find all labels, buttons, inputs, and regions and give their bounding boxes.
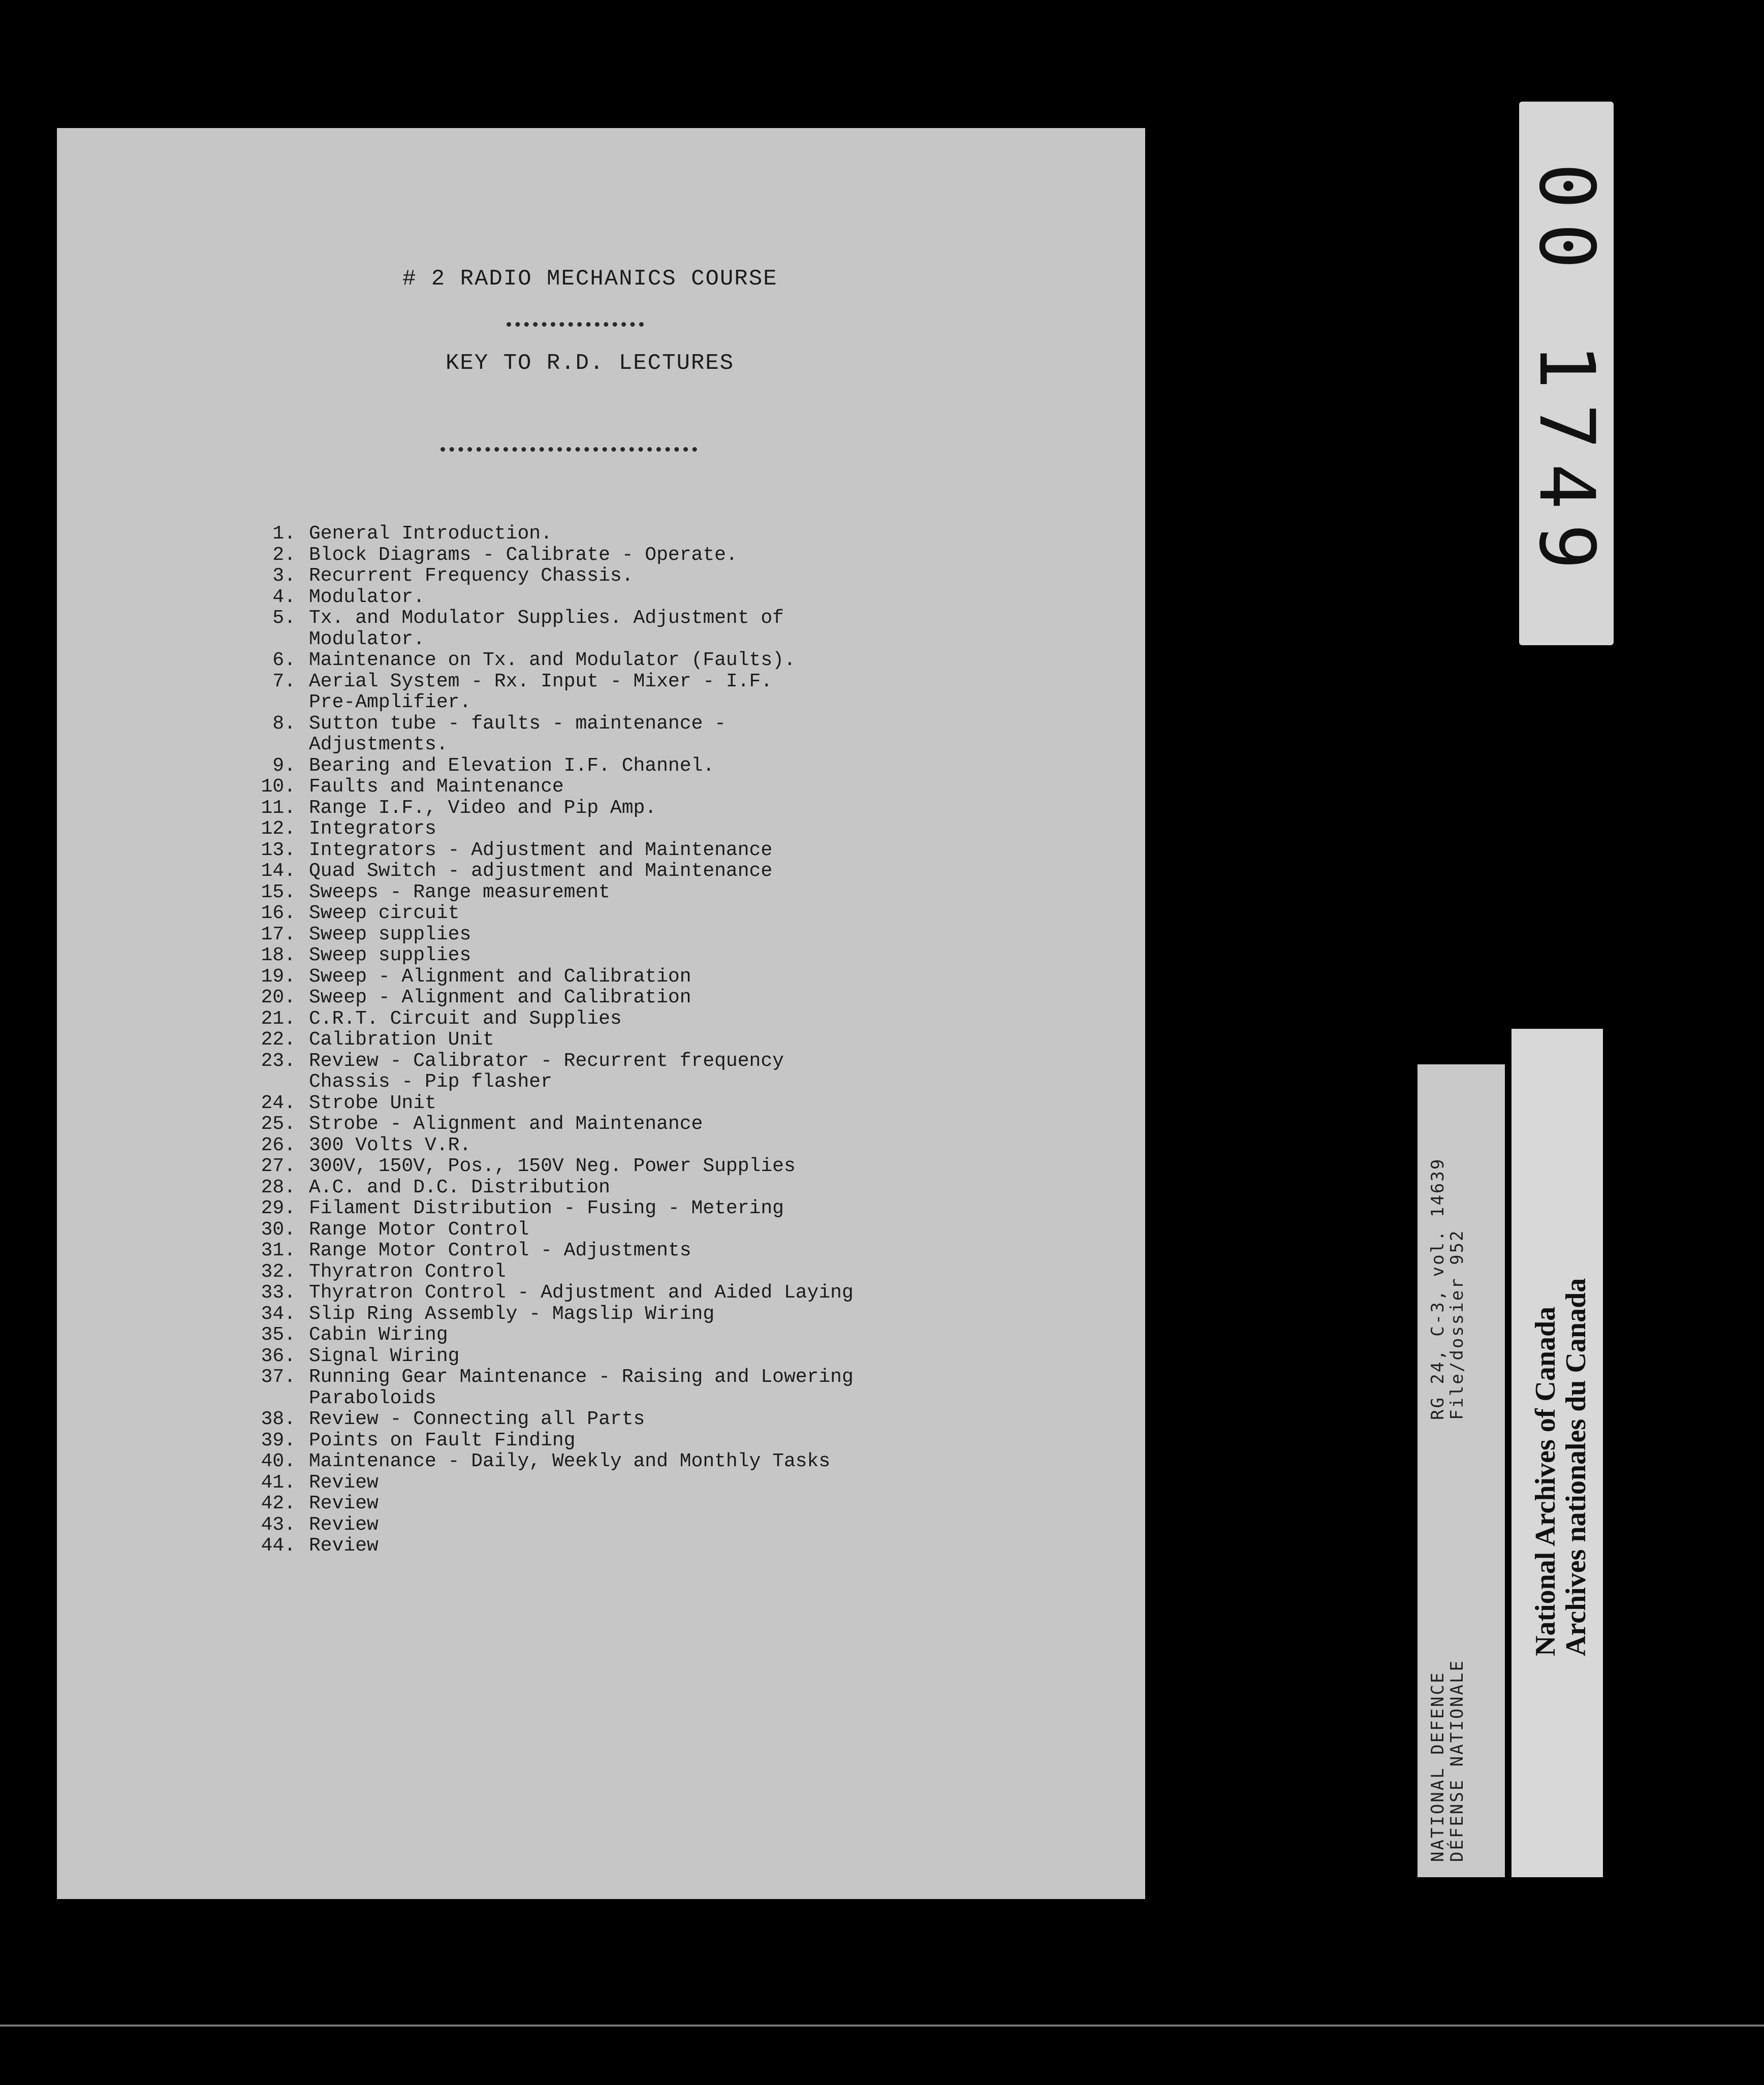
lecture-title: Review: [309, 1493, 379, 1514]
lecture-number: 29.: [261, 1197, 296, 1219]
lecture-item: [235, 755, 1139, 777]
lecture-title: Modulator.: [309, 628, 425, 650]
lecture-number: 41.: [261, 1471, 296, 1494]
lecture-item: [235, 1240, 1139, 1261]
document-subtitle: KEY TO R.D. LECTURES: [446, 351, 735, 376]
dept-name-fr: DÉFENSE NATIONALE: [1447, 1659, 1467, 1862]
lecture-number: 20.: [261, 987, 296, 1008]
lecture-title: Range Motor Control: [309, 1218, 529, 1241]
lecture-item-continuation: [235, 629, 1139, 650]
lecture-title: Sweep circuit: [309, 902, 460, 924]
lecture-title: 300V, 150V, Pos., 150V Neg. Power Supplies: [309, 1155, 796, 1177]
lecture-number: 7.: [272, 670, 296, 692]
lecture-number: 33.: [261, 1282, 296, 1304]
lecture-title: 300 Volts V.R.: [309, 1134, 471, 1156]
lecture-number: 17.: [261, 923, 296, 945]
lecture-number: 13.: [261, 839, 296, 861]
lecture-item: [235, 882, 1139, 903]
lecture-number: 44.: [261, 1535, 296, 1557]
lecture-title: C.R.T. Circuit and Supplies: [309, 1007, 622, 1030]
document-page: [57, 128, 1145, 1899]
lecture-title: Quad Switch - adjustment and Maintenance: [309, 860, 773, 882]
lecture-list: [235, 523, 1139, 1557]
document-title: # 2 RADIO MECHANICS COURSE: [402, 266, 778, 292]
lecture-item-continuation: [235, 692, 1139, 713]
lecture-number: 8.: [272, 712, 296, 735]
lecture-item: [235, 1304, 1139, 1325]
lecture-title: Calibration Unit: [309, 1029, 494, 1051]
lecture-number: 35.: [261, 1324, 296, 1346]
lecture-title: Review: [309, 1535, 379, 1557]
lecture-item: [235, 671, 1139, 692]
lecture-number: 27.: [261, 1155, 296, 1177]
lecture-number: 37.: [261, 1366, 296, 1388]
lecture-title: Maintenance - Daily, Weekly and Monthly Tasks: [309, 1450, 831, 1472]
lecture-title: Points on Fault Finding: [309, 1429, 576, 1451]
department-label: [1418, 1064, 1505, 1877]
lecture-item: [235, 1114, 1139, 1135]
archive-name-fr: Archives nationales du Canada: [1560, 1278, 1592, 1656]
lecture-item: [235, 1472, 1139, 1494]
lecture-number: 25.: [261, 1113, 296, 1135]
lecture-number: 36.: [261, 1345, 296, 1367]
title-divider: [507, 322, 644, 327]
lecture-title: Sweep supplies: [309, 944, 471, 966]
lecture-item-continuation: [235, 1388, 1139, 1409]
lecture-number: 42.: [261, 1493, 296, 1514]
lecture-item: [235, 987, 1139, 1008]
reference-volume: RG 24, C-3, vol. 14639: [1428, 1157, 1448, 1420]
lecture-number: 15.: [261, 881, 296, 903]
lecture-item-continuation: [235, 1071, 1139, 1093]
lecture-item: [235, 1535, 1139, 1557]
lecture-title: Strobe - Alignment and Maintenance: [309, 1113, 703, 1135]
lecture-number: 19.: [261, 965, 296, 988]
lecture-number: 21.: [261, 1007, 296, 1030]
lecture-number: 6.: [272, 649, 296, 671]
lecture-number: 39.: [261, 1429, 296, 1451]
lecture-item: [235, 1029, 1139, 1051]
lecture-item: [235, 587, 1139, 608]
lecture-number: 26.: [261, 1134, 296, 1156]
lecture-item-continuation: [235, 734, 1139, 755]
lecture-title: Thyratron Control - Adjustment and Aided Laying: [309, 1282, 854, 1304]
lecture-title: General Introduction.: [309, 523, 552, 545]
lecture-item: [235, 1135, 1139, 1156]
lecture-title: Aerial System - Rx. Input - Mixer - I.F.: [309, 670, 773, 692]
lecture-item: [235, 545, 1139, 566]
lecture-title: Sweep - Alignment and Calibration: [309, 987, 691, 1008]
lecture-title: Integrators: [309, 818, 436, 840]
lecture-item: [235, 840, 1139, 861]
lecture-title: Slip Ring Assembly - Magslip Wiring: [309, 1303, 715, 1325]
lecture-number: 12.: [261, 818, 296, 840]
lecture-number: 14.: [261, 860, 296, 882]
lecture-title: Signal Wiring: [309, 1345, 460, 1367]
lecture-item: [235, 1282, 1139, 1304]
lecture-title: A.C. and D.C. Distribution: [309, 1176, 610, 1198]
lecture-title: Running Gear Maintenance - Raising and Lowering: [309, 1366, 854, 1388]
lecture-item: [235, 1493, 1139, 1514]
lecture-item: [235, 1156, 1139, 1177]
lecture-item: [235, 776, 1139, 798]
lecture-item: [235, 1093, 1139, 1114]
lecture-number: 43.: [261, 1513, 296, 1536]
lecture-item: [235, 608, 1139, 629]
lecture-number: 18.: [261, 944, 296, 966]
lecture-number: 40.: [261, 1450, 296, 1472]
lecture-title: Faults and Maintenance: [309, 776, 564, 798]
lecture-item: [235, 1346, 1139, 1367]
lecture-title: Integrators - Adjustment and Maintenance: [309, 839, 773, 861]
lecture-item: [235, 903, 1139, 924]
lecture-number: 22.: [261, 1029, 296, 1051]
lecture-item: [235, 1324, 1139, 1346]
lecture-number: 23.: [261, 1050, 296, 1072]
lecture-item: [235, 798, 1139, 819]
lecture-number: 24.: [261, 1092, 296, 1114]
lecture-number: 10.: [261, 776, 296, 798]
lecture-item: [235, 1051, 1139, 1072]
lecture-item: [235, 861, 1139, 882]
lecture-item: [235, 1261, 1139, 1283]
lecture-number: 34.: [261, 1303, 296, 1325]
lecture-title: Recurrent Frequency Chassis.: [309, 565, 634, 587]
lecture-number: 2.: [272, 544, 296, 566]
lecture-number: 16.: [261, 902, 296, 924]
lecture-title: Block Diagrams - Calibrate - Operate.: [309, 544, 738, 566]
lecture-number: 32.: [261, 1260, 296, 1283]
lecture-item: [235, 1219, 1139, 1241]
lecture-item: [235, 523, 1139, 545]
lecture-item: [235, 945, 1139, 966]
lecture-title: Modulator.: [309, 586, 425, 608]
lecture-title: Review - Calibrator - Recurrent frequency: [309, 1050, 784, 1072]
lecture-title: Sutton tube - faults - maintenance -: [309, 712, 726, 735]
lecture-number: 31.: [261, 1240, 296, 1261]
lecture-item: [235, 1409, 1139, 1430]
lecture-item: [235, 1514, 1139, 1536]
lecture-item: [235, 1198, 1139, 1219]
lecture-title: Range Motor Control - Adjustments: [309, 1240, 691, 1261]
lecture-title: Sweep supplies: [309, 923, 471, 945]
lecture-item: [235, 966, 1139, 988]
lecture-item: [235, 1177, 1139, 1198]
lecture-item: [235, 713, 1139, 735]
frame-number: 00 1749: [1522, 163, 1611, 584]
lecture-number: 38.: [261, 1408, 296, 1430]
film-edge-line: [0, 2025, 1764, 2027]
lecture-title: Range I.F., Video and Pip Amp.: [309, 797, 657, 819]
lecture-number: 11.: [261, 797, 296, 819]
lecture-title: Sweep - Alignment and Calibration: [309, 965, 691, 988]
lecture-item: [235, 1367, 1139, 1388]
lecture-title: Thyratron Control: [309, 1260, 506, 1283]
subtitle-divider: [440, 447, 697, 452]
lecture-title: Maintenance on Tx. and Modulator (Faults).: [309, 649, 796, 671]
lecture-title: Filament Distribution - Fusing - Metering: [309, 1197, 784, 1219]
lecture-item: [235, 1430, 1139, 1451]
lecture-item: [235, 1008, 1139, 1030]
lecture-title: Review: [309, 1513, 379, 1536]
lecture-title: Review: [309, 1471, 379, 1494]
lecture-number: 5.: [272, 607, 296, 629]
lecture-number: 9.: [272, 754, 296, 777]
lecture-item: [235, 924, 1139, 945]
lecture-item: [235, 565, 1139, 587]
lecture-number: 4.: [272, 586, 296, 608]
lecture-number: 1.: [272, 523, 296, 545]
reference-file: File/dossier 952: [1447, 1229, 1467, 1420]
lecture-title: Adjustments.: [309, 734, 448, 755]
dept-name-en: NATIONAL DEFENCE: [1428, 1671, 1448, 1862]
archive-name-en: National Archives of Canada: [1530, 1306, 1561, 1656]
lecture-number: 30.: [261, 1218, 296, 1241]
lecture-title: Chassis - Pip flasher: [309, 1071, 552, 1093]
lecture-title: Pre-Amplifier.: [309, 691, 471, 713]
frame-counter-label: [1519, 102, 1614, 645]
lecture-item: [235, 1451, 1139, 1472]
lecture-item: [235, 818, 1139, 840]
lecture-number: 3.: [272, 565, 296, 587]
lecture-title: Paraboloids: [309, 1387, 436, 1409]
lecture-title: Strobe Unit: [309, 1092, 436, 1114]
lecture-title: Review - Connecting all Parts: [309, 1408, 645, 1430]
lecture-title: Tx. and Modulator Supplies. Adjustment of: [309, 607, 784, 629]
lecture-item: [235, 650, 1139, 671]
lecture-number: 28.: [261, 1176, 296, 1198]
lecture-title: Cabin Wiring: [309, 1324, 448, 1346]
archive-label: [1511, 1029, 1603, 1877]
lecture-title: Sweeps - Range measurement: [309, 881, 610, 903]
lecture-title: Bearing and Elevation I.F. Channel.: [309, 754, 715, 777]
